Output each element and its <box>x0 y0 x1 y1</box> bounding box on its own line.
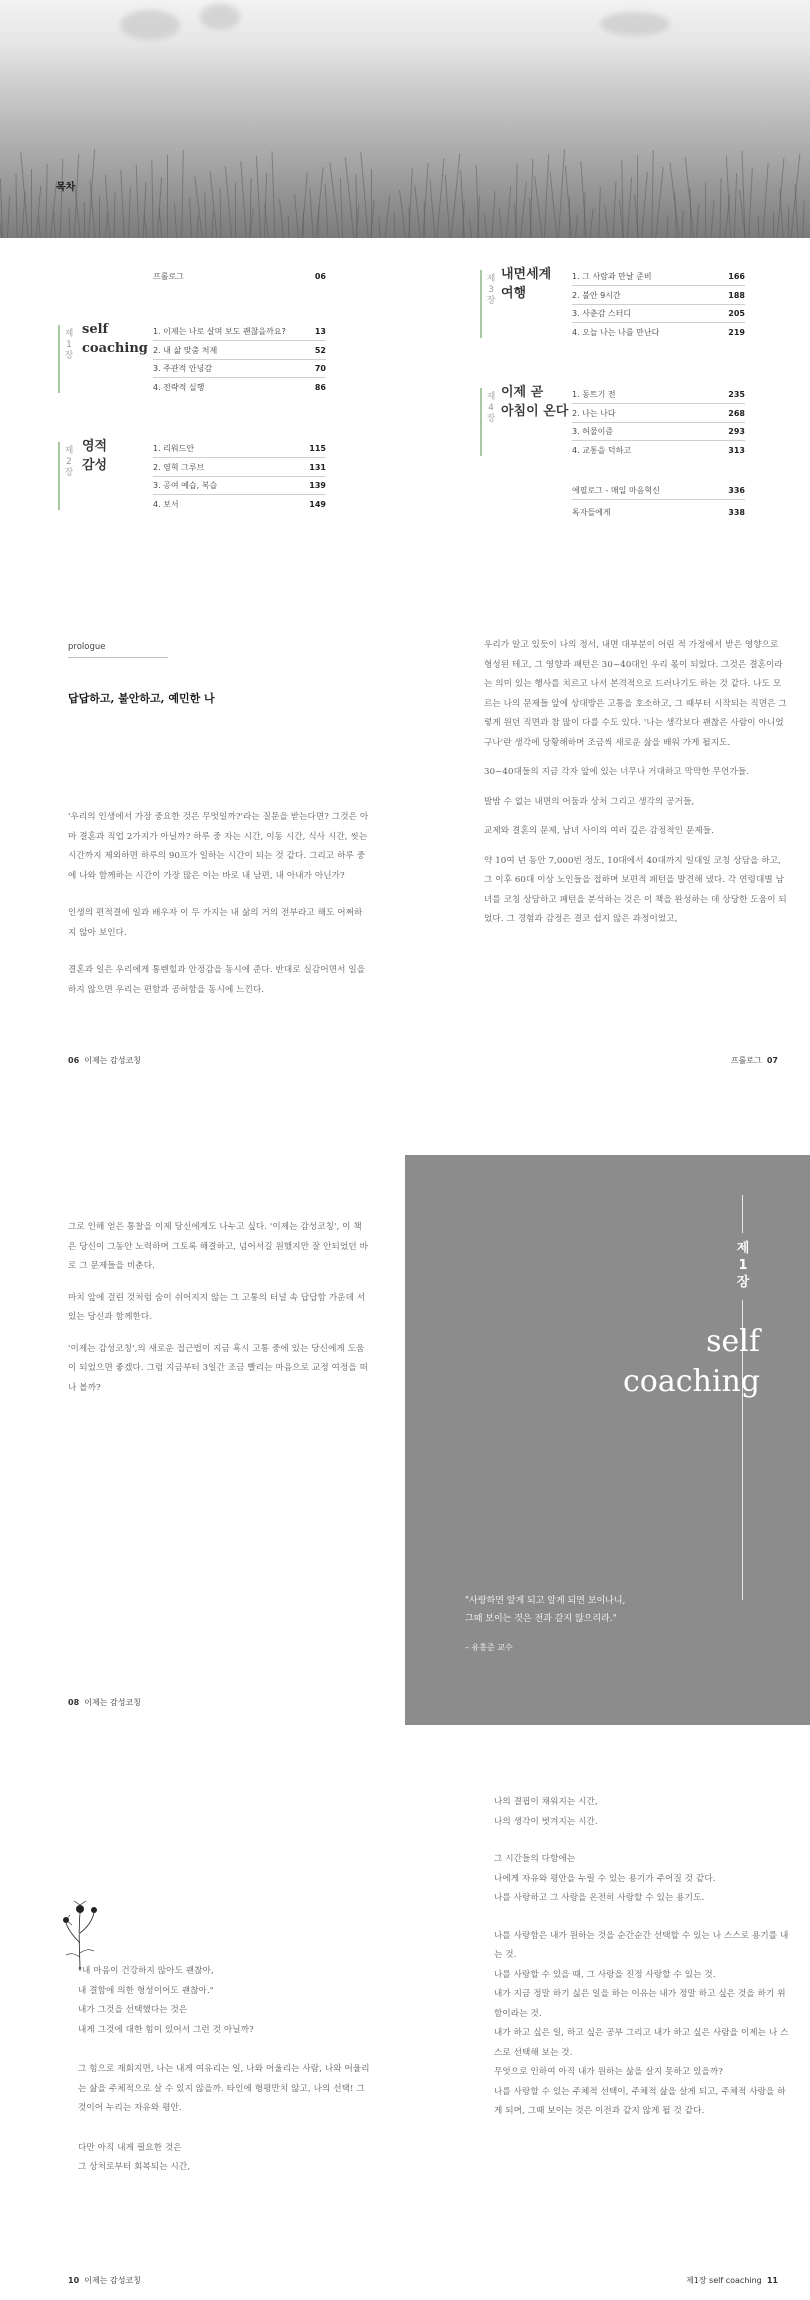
toc-item: 3. 허물이즘 <box>572 427 614 436</box>
toc-item: 2. 내 삶 맞춤 처제 <box>153 345 218 355</box>
toc-page-number: 235 <box>728 390 745 399</box>
toc-item: 프롤로그 <box>153 272 184 281</box>
section-title: 제1장 self coaching <box>685 2276 762 2285</box>
grass-stroke <box>294 194 299 238</box>
grass-stroke <box>197 215 199 238</box>
grass-stroke <box>598 187 601 238</box>
toc-page-number: 70 <box>314 364 326 373</box>
grass-stroke <box>445 175 450 238</box>
grass-stroke <box>613 182 617 238</box>
grass-stroke <box>45 164 47 238</box>
grass-stroke <box>315 167 323 238</box>
grass-stroke <box>719 178 721 238</box>
toc-page-number: 338 <box>728 508 745 517</box>
page08-column <box>68 1218 370 1410</box>
toc-page-number: 205 <box>728 309 745 318</box>
chapter-title-line1: self <box>706 1324 760 1359</box>
grass-stroke <box>309 189 313 238</box>
toc-label: 목차 <box>56 182 76 193</box>
grass-stroke <box>38 217 40 238</box>
toc-page-number: 188 <box>728 290 745 300</box>
grass-stroke <box>393 212 395 238</box>
grass-stroke <box>589 209 593 238</box>
grass-stroke <box>651 150 654 238</box>
toc-page-number: 131 <box>309 462 326 472</box>
grass-stroke <box>515 164 517 238</box>
toc-page-number: 268 <box>728 408 745 418</box>
body-paragraph: 나의 결핍이 채워지는 시간, 나의 생각이 벗겨지는 시간. <box>494 1797 598 1827</box>
grass-stroke <box>174 203 177 238</box>
grass-stroke <box>795 184 799 238</box>
grass-stroke <box>325 184 329 238</box>
body-paragraph: 마치 앞에 걸린 것처럼 숨이 쉬어지지 않는 그 고통의 터널 속 답답함 가운데 서 있는 당신과 함께한다. <box>68 1292 366 1322</box>
toc-item: 1. 동트기 전 <box>572 390 616 399</box>
toc-page-number: 115 <box>309 444 326 453</box>
page-footer-11 <box>598 2275 778 2286</box>
grass-stroke <box>604 204 609 238</box>
body-paragraph: '이제는 감성코칭',의 새로운 접근법이 지금 혹시 고통 중에 있는 당신에게 도움이 되었으면 좋겠다. 그럼 지금부터 3일간 조금 빨리는 마음으로 교정 여정을 떠나 볼까? <box>68 1343 368 1393</box>
page11-column <box>494 1793 789 2140</box>
quote-author: – 유홍준 교수 <box>465 1643 513 1652</box>
body-paragraph: 그 힘으로 재회지면, 나는 내게 여유리는 일, 나와 어울리는 사람, 나와 어울리는 삶을 주체적으로 살 수 있지 않을까. 타인에 형평만치 않고, 나의 선택! 그것이어 누리는 자유와 평안. <box>78 2064 370 2113</box>
toc-chapter-title: coaching <box>82 341 148 356</box>
grass-stroke <box>705 183 706 238</box>
chapter-label: 제1장 <box>736 1241 750 1290</box>
grass-stroke <box>151 160 153 238</box>
grass-stroke <box>68 207 70 238</box>
toc-chapter-label: 제2장 <box>64 446 74 478</box>
page-footer-07 <box>668 1055 778 1066</box>
toc-page-number: 293 <box>728 427 745 436</box>
grass-stroke <box>558 149 565 238</box>
grass-stroke <box>329 162 339 238</box>
grass-stroke <box>484 213 488 238</box>
grass-stroke <box>773 211 774 238</box>
book-title: 이제는 감성코칭 <box>84 1698 141 1707</box>
grass-stroke <box>520 181 527 238</box>
body-paragraph: 결혼과 일은 우리에게 통렌힐과 안정감을 동시에 준다. 반대로 실감어면서 일을 하지 않으면 우리는 편함과 공허함을 동시에 느낀다. <box>68 965 366 995</box>
section-title: 프롤로그 <box>730 1056 762 1065</box>
toc-chapter-title: 이제 곧 <box>501 385 544 400</box>
body-paragraph: 교제와 결혼의 문제, 남녀 사이의 여러 깊은 감정적인 문제들. <box>484 826 714 836</box>
toc-chapter-title: 여행 <box>501 286 527 301</box>
grass-stroke <box>84 202 86 238</box>
toc-item: 1. 이제는 나로 살며 보도 괜찮을까요? <box>153 327 286 336</box>
toc-chapter-label: 제1장 <box>64 329 74 361</box>
grass-stroke <box>60 159 64 238</box>
toc-item: 2. 나는 나다 <box>572 408 616 418</box>
grass-stroke <box>748 168 753 238</box>
toc-page-number: 52 <box>314 345 326 355</box>
grass-stroke <box>506 186 512 238</box>
grass-stroke <box>99 197 100 238</box>
body-paragraph: '우리의 인생에서 가장 중요한 것은 무엇일까?'라는 질문을 받는다면? 그것은 아마 결혼과 직업 2가지가 아닐까? 하루 중 자는 시간, 이동 시간, 식사 시간, 씻는 시간까지 제외하면 하루의 90프가 일하는 시간이 되는 것 같다. 그리고 하루 중에 나와 함께하는 시간이 가장 많은 이는 바로 내 남편, 내 아내가 아닌가? <box>68 812 369 881</box>
body-paragraph: 약 10여 년 동안 7,000번 정도, 10대에서 40대까지 일대일 코칭 상담을 하고, 그 이후 60대 이상 노인들을 접하며 보편적 패턴을 발견해 냈다. 각 연령대별 남녀를 코칭 상담하고 패턴을 분석하는 것은 이 책을 완성하는 데 상당한 도움이 되었다. 그 경험과 감정은 결코 쉽지 않은 과정이었고, <box>484 855 787 924</box>
chapter-divider <box>480 270 482 338</box>
grass-stroke <box>491 191 495 238</box>
grass-stroke <box>451 153 461 238</box>
toc-item: 3. 공여 예습, 복습 <box>153 481 218 490</box>
grass-stroke <box>159 208 163 238</box>
toc-page-number: 313 <box>728 445 745 455</box>
toc-page-number: 336 <box>728 486 745 495</box>
grass-stroke <box>641 172 648 238</box>
grass-stroke <box>788 206 790 238</box>
toc-page-number: 13 <box>314 327 326 336</box>
grass-stroke <box>225 166 232 238</box>
body-paragraph: 발밤 수 없는 내면의 어둠과 상처 그리고 생각의 공거들, <box>484 796 695 807</box>
toc-item: 독자들에게 <box>572 508 611 517</box>
toc-chapter-title: 영적 <box>82 439 108 454</box>
chapter-divider <box>58 325 60 393</box>
grass-stroke <box>288 216 289 238</box>
body-paragraph: 다만 아직 내게 필요한 것은 그 상처로부터 회복되는 시간, <box>78 2142 191 2172</box>
prologue-right-column <box>484 636 789 940</box>
grass-stroke <box>429 180 435 238</box>
grass-stroke <box>220 188 222 238</box>
grass-stroke <box>271 151 275 238</box>
toc-item: 2. 불안 9시간 <box>572 290 621 300</box>
toc-item: 4. 교통을 덕하고 <box>572 445 632 455</box>
grass-stroke <box>621 160 623 238</box>
grass-stroke <box>378 217 380 238</box>
grass-stroke <box>534 176 543 238</box>
grass-stroke <box>301 172 308 238</box>
grass-stroke <box>210 171 218 238</box>
flower-illustration-icon <box>58 1883 108 1973</box>
grass-stroke <box>399 190 406 238</box>
grass-stroke <box>422 163 428 238</box>
grass-stroke <box>181 150 184 238</box>
toc-chapter-label: 제4장 <box>486 392 496 424</box>
toc-item: 에필로그 - 매일 마음혁신 <box>572 486 660 495</box>
grass-stroke <box>7 196 10 238</box>
page-number: 06 <box>68 1056 80 1065</box>
grass-stroke <box>240 161 246 238</box>
page-footer-08 <box>68 1697 141 1708</box>
grass-stroke <box>194 176 203 238</box>
grass-stroke <box>550 171 558 238</box>
chapter-quote <box>465 1592 765 1628</box>
body-paragraph: 나를 사랑함은 내가 원하는 것을 순간순간 선택할 수 있는 나 스스로 용기를 내는 것. 나를 사랑할 수 있을 때, 그 사랑을 진정 사랑할 수 있는 것. 내가 지금 정말 하기 싫은 일을 하는 이유는 내가 정말 하고 싶은 것을 하기 위함이라는 것. 내가 하고 싶은 일, 하고 싶은 공부 그리고 내가 하고 싶은 사람을 이제는 나 스스로 선택해 보는 것. 무엇으로 인하여 아직 내가 원하는 삶을 살지 못하고 있을까? 나를 사랑할 수 있는 주체적 선택이, 주체적 삶을 살게 되고, 주체적 사랑을 하게 되며, 그때 보이는 것은 이전과 같지 않게 될 것 같다. <box>494 1930 789 2116</box>
body-paragraph: 그로 인해 얻은 통찰을 이제 당신에게도 나누고 싶다. '이제는 감성코칭', 이 책은 당신이 그동안 노력하며 그토록 해결하고, 넘어서길 원했지만 잘 안되었던 바로 그 문제들을 비춘다. <box>68 1222 368 1271</box>
toc-item: 4. 전략적 실행 <box>153 382 205 392</box>
grass-stroke <box>235 183 236 238</box>
body-paragraph: 그 시간들의 다함에는 나에게 자유와 평안을 누릴 수 있는 용기가 주어질 것 같다. 나를 사랑하고 그 사랑을 온전히 사랑할 수 있는 용기도. <box>494 1854 716 1903</box>
grass-stroke <box>667 215 669 238</box>
body-paragraph: 우리가 알고 있듯이 나의 정서, 내면 대부분이 어린 적 가정에서 받은 영향으로 형성된 테고, 그 영향과 패턴은 30~40대인 우리 몫이 되었다. 그것은 결혼이라는 의미 있는 행사를 치르고 나서 본격적으로 드러나기도 하는 것 같다. 나도 모르는 나의 문제들 앞에 상대방은 고통을 호소하고, 그 때부터 시작되는 직면은 그렇게 원던 직면과 참 많이 다를 수도 있다. '나는 생각보다 괜찮은 사람이 아니었구나'란 생각에 당황해하며 조금씩 새로운 삶을 배워 가게 될지도. <box>484 640 787 748</box>
toc-item: 3. 사춘감 스터디 <box>572 309 632 318</box>
chapter-divider <box>480 388 482 456</box>
grass-stroke <box>340 179 343 238</box>
grass-stroke <box>128 187 131 238</box>
grass-stroke <box>681 210 683 238</box>
grass-stroke <box>627 177 632 238</box>
book-title: 이제는 감성코칭 <box>84 2276 141 2285</box>
quote-line2: 그때 보이는 것은 전과 같지 않으리라." <box>465 1614 617 1624</box>
toc-item: 2. 영혁 그루브 <box>153 462 205 472</box>
grass-stroke <box>120 170 125 238</box>
toc-chapter-title: 아침이 온다 <box>501 404 569 419</box>
toc-item: 1. 그 사람과 만날 준비 <box>572 272 652 281</box>
header-photo <box>0 0 810 238</box>
grass-stroke <box>360 152 368 238</box>
toc-page-number: 86 <box>314 382 326 392</box>
grass-stroke <box>144 213 148 238</box>
grass-stroke <box>469 218 472 238</box>
grass-stroke <box>734 173 737 238</box>
toc-chapter-title: self <box>82 322 109 337</box>
grass-stroke <box>499 208 503 238</box>
toc-item: 4. 보서 <box>153 499 179 509</box>
grass-stroke <box>437 158 445 238</box>
page-number: 11 <box>766 2276 778 2285</box>
grass-stroke <box>530 159 534 238</box>
grass-stroke <box>758 216 759 238</box>
grass-stroke <box>15 174 17 238</box>
grass-stroke <box>53 212 55 238</box>
page-footer-06 <box>68 1055 141 1066</box>
grass-stroke <box>114 192 116 238</box>
page-number: 07 <box>766 1056 778 1065</box>
toc-page-number: 06 <box>314 272 326 281</box>
grass-stroke <box>710 200 714 238</box>
chapter-divider <box>58 442 60 510</box>
book-title: 이제는 감성코칭 <box>84 1056 141 1065</box>
toc-page-number: 166 <box>728 272 745 281</box>
toc-divider <box>572 499 745 500</box>
grass-stroke <box>414 185 421 238</box>
grass-stroke <box>762 163 768 238</box>
grass-stroke <box>655 167 663 238</box>
toc-item: 4. 오늘 나는 나를 만난다 <box>572 327 660 337</box>
toc-chapter-title: 감성 <box>82 458 108 473</box>
toc-chapter-title: 내면세계 <box>501 267 552 282</box>
grass-stroke <box>696 205 699 238</box>
toc-chapter-label: 제3장 <box>486 274 496 306</box>
page-number: 08 <box>68 1698 80 1707</box>
page-number: 10 <box>68 2276 80 2285</box>
grass-stroke <box>544 154 549 238</box>
toc-item: 3. 주관적 안녕감 <box>153 364 213 373</box>
toc-page-number: 139 <box>309 481 326 490</box>
toc-page-number: 149 <box>309 499 326 509</box>
prologue-rule <box>68 657 168 658</box>
prologue-label: prologue <box>68 642 106 652</box>
quote-line1: "사랑하면 알게 되고 알게 되면 보이나니, <box>465 1596 626 1606</box>
toc-page-number: 219 <box>728 327 745 337</box>
grass-stroke <box>779 189 783 238</box>
grass-stroke <box>408 168 413 238</box>
prologue-heading: 답답하고, 불안하고, 예민한 나 <box>68 692 215 705</box>
chapter-line-top <box>742 1195 743 1233</box>
body-paragraph: 30~40대들의 지금 각자 앞에 있는 너무나 거대하고 막막한 무언가들. <box>484 767 750 777</box>
grass-stroke <box>575 214 578 238</box>
body-paragraph: "내 마음이 건강하지 않아도 괜찮아, 내 결함에 의한 형성이어도 괜찮아." 내가 그것을 선택했다는 것은 내게 그것에 대한 힘이 있어서 그런 것 아닐까? <box>78 1966 254 2035</box>
grass-stroke <box>385 195 390 238</box>
grass-stroke <box>167 155 168 238</box>
grass-stroke <box>256 156 261 238</box>
grass-stroke <box>189 198 192 238</box>
grass-stroke <box>569 197 570 238</box>
chapter-title-line2: coaching <box>623 1364 760 1399</box>
grass-stroke <box>279 199 284 238</box>
page10-column <box>78 1962 370 2198</box>
grass-stroke <box>637 155 638 238</box>
grass-stroke <box>345 157 354 238</box>
chapter-title <box>560 1322 760 1402</box>
grass-stroke <box>136 165 140 238</box>
page-footer-10 <box>68 2275 141 2286</box>
prologue-left-column <box>68 808 370 1018</box>
grass-stroke <box>741 151 745 238</box>
toc-item: 1. 리워드안 <box>153 444 195 453</box>
grass-stroke <box>31 169 32 238</box>
body-paragraph: 인생의 편적결에 일과 배우자 이 두 가지는 내 삶의 거의 전부라고 해도 어쩌하지 않아 보인다. <box>68 908 363 938</box>
grass-stroke <box>802 201 804 238</box>
grass-stroke <box>204 193 207 238</box>
